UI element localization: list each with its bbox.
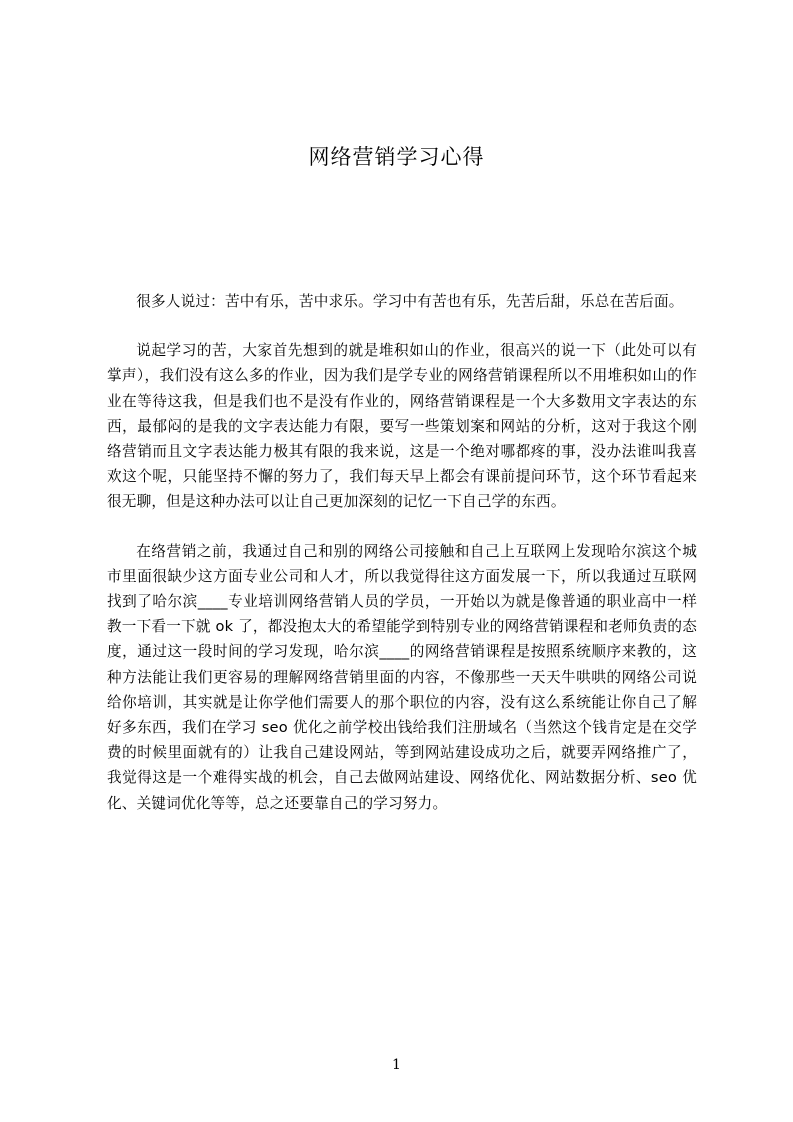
paragraph: 说起学习的苦，大家首先想到的就是堆积如山的作业，很高兴的说一下（此处可以有掌声），我们没有这么多的作业，因为我们是学专业的网络营销课程所以不用堆积如山的作业在等待这我，但是我们也不是没有作业的，网络营销课程是一个大多数用文字表达的东西，最郁闷的是我的文字表达能力有限，要写一些策划案和网站的分析，这对于我这个刚络营销而且文字表达能力极其有限的我来说，这是一个绝对哪都疼的事，没办法谁叫我喜欢这个呢，只能坚持不懈的努力了，我们每天早上都会有课前提问环节，这个环节看起来很无聊，但是这种办法可以让自己更加深刻的记忆一下自己学的东西。 bbox=[107, 342, 697, 511]
document-body bbox=[107, 289, 697, 840]
document-title: 网络营销学习心得 bbox=[308, 145, 485, 169]
paragraph: 在络营销之前，我通过自己和别的网络公司接触和自己上互联网上发现哈尔滨这个城市里面很缺少这方面专业公司和人才，所以我觉得往这方面发展一下，所以我通过互联网找到了哈尔滨____专业培训网络营销人员的学员，一开始以为就是像普通的职业高中一样教一下看一下就 ok 了，都没抱太大的希望能学到特别专业的网络营销课程和老师负责的态度，通过这一段时间的学习发现，哈尔滨____的网络营销课程是按照系统顺序来教的，这种方法能让我们更容易的理解网络营销里面的内容，不像那些一天天牛哄哄的网络公司说给你培训，其实就是让你学他们需要人的那个职位的内容，没有这么系统能让你自己了解好多东西，我们在学习 seo 优化之前学校出钱给我们注册域名（当然这个钱肯定是在交学费的时候里面就有的）让我自己建设网站，等到网站建设成功之后，就要弄网络推广了，我觉得这是一个难得实战的机会，自己去做网站建设、网络优化、网站数据分析、seo 优化、关键词优化等等，总之还要靠自己的学习努力。 bbox=[107, 542, 697, 812]
paragraph: 很多人说过：苦中有乐，苦中求乐。学习中有苦也有乐，先苦后甜，乐总在苦后面。 bbox=[136, 293, 684, 310]
page-number: 1 bbox=[392, 1057, 401, 1073]
